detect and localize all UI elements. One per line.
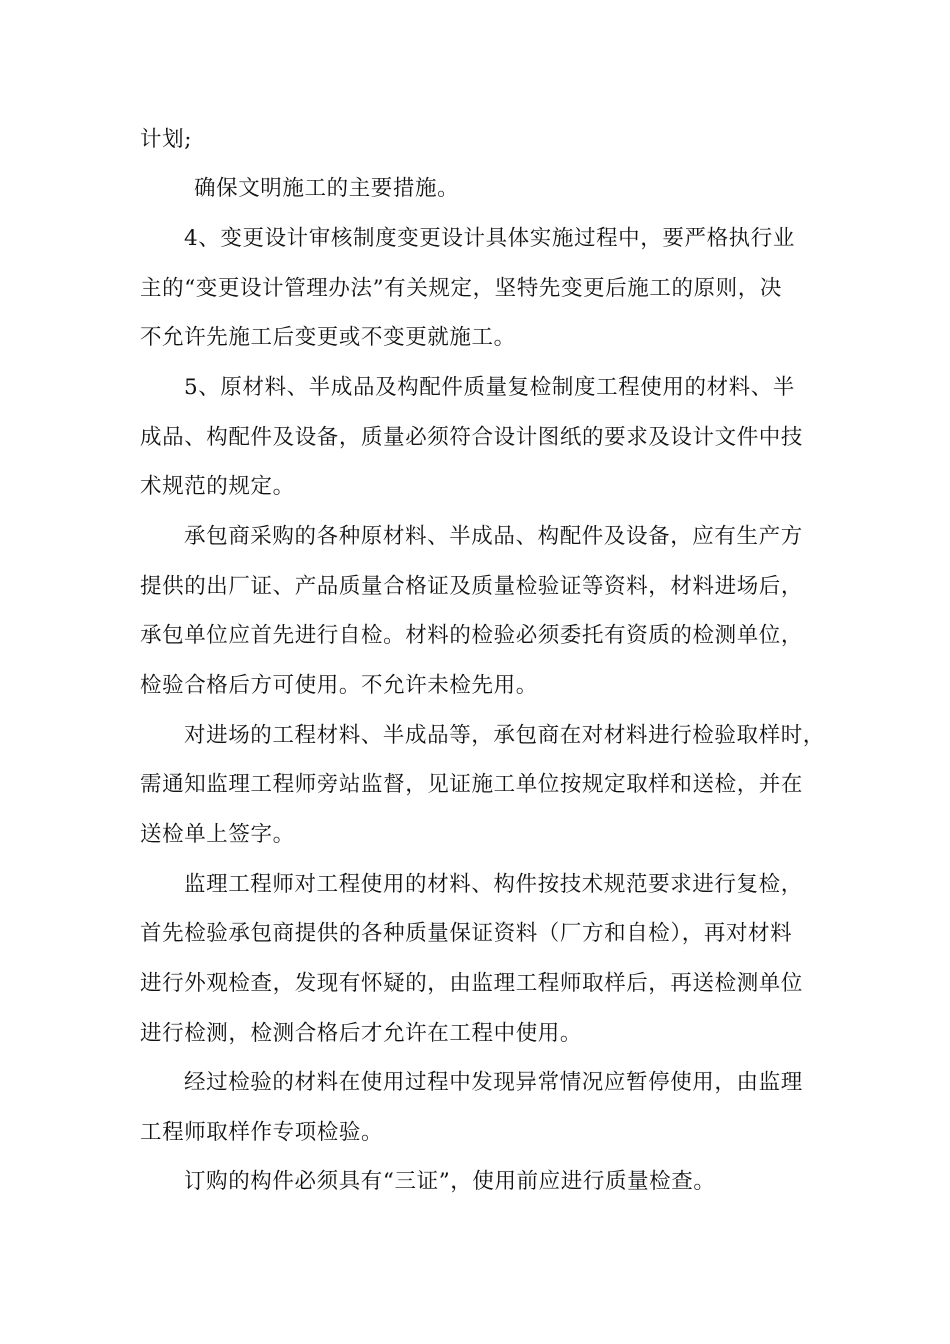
text-line: 承包商采购的各种原材料、半成品、构配件及设备，应有生产方: [184, 524, 803, 549]
text-line: 工程师取样作专项检验。: [140, 1120, 384, 1145]
text-line: 提供的出厂证、产品质量合格证及质量检验证等资料，材料进场后，: [140, 574, 804, 599]
text-line: 进行外观检查，发现有怀疑的，由监理工程师取样后，再送检测单位: [140, 971, 804, 996]
text-line: 对进场的工程材料、半成品等，承包商在对材料进行检验取样时，: [184, 723, 825, 748]
text-line: 首先检验承包商提供的各种质量保证资料（厂方和自检），再对材料: [140, 921, 793, 946]
text-line: 5、原材料、半成品及构配件质量复检制度工程使用的材料、半: [184, 375, 795, 400]
text-line: 确保文明施工的主要措施。: [194, 176, 460, 201]
text-line: 承包单位应首先进行自检。材料的检验必须委托有资质的检测单位，: [140, 623, 804, 648]
text-line: 进行检测，检测合格后才允许在工程中使用。: [140, 1021, 583, 1046]
text-line: 订购的构件必须具有“三证”，使用前应进行质量检查。: [184, 1169, 716, 1194]
text-line: 术规范的规定。: [140, 474, 295, 499]
text-line: 4、变更设计审核制度变更设计具体实施过程中，要严格执行业: [184, 226, 795, 251]
text-line: 送检单上签字。: [140, 822, 295, 847]
text-line: 计划;: [140, 127, 193, 152]
text-line: 需通知监理工程师旁站监督，见证施工单位按规定取样和送检，并在: [140, 772, 804, 797]
text-line: 检验合格后方可使用。不允许未检先用。: [140, 673, 538, 698]
text-line: 不允许先施工后变更或不变更就施工。: [140, 325, 516, 350]
text-line: 经过检验的材料在使用过程中发现异常情况应暂停使用，由监理: [184, 1070, 803, 1095]
text-line: 监理工程师对工程使用的材料、构件按技术规范要求进行复检，: [184, 872, 803, 897]
text-line: 成品、构配件及设备，质量必须符合设计图纸的要求及设计文件中技: [140, 425, 804, 450]
text-line: 主的“变更设计管理办法”有关规定，坚特先变更后施工的原则，决: [140, 276, 782, 301]
